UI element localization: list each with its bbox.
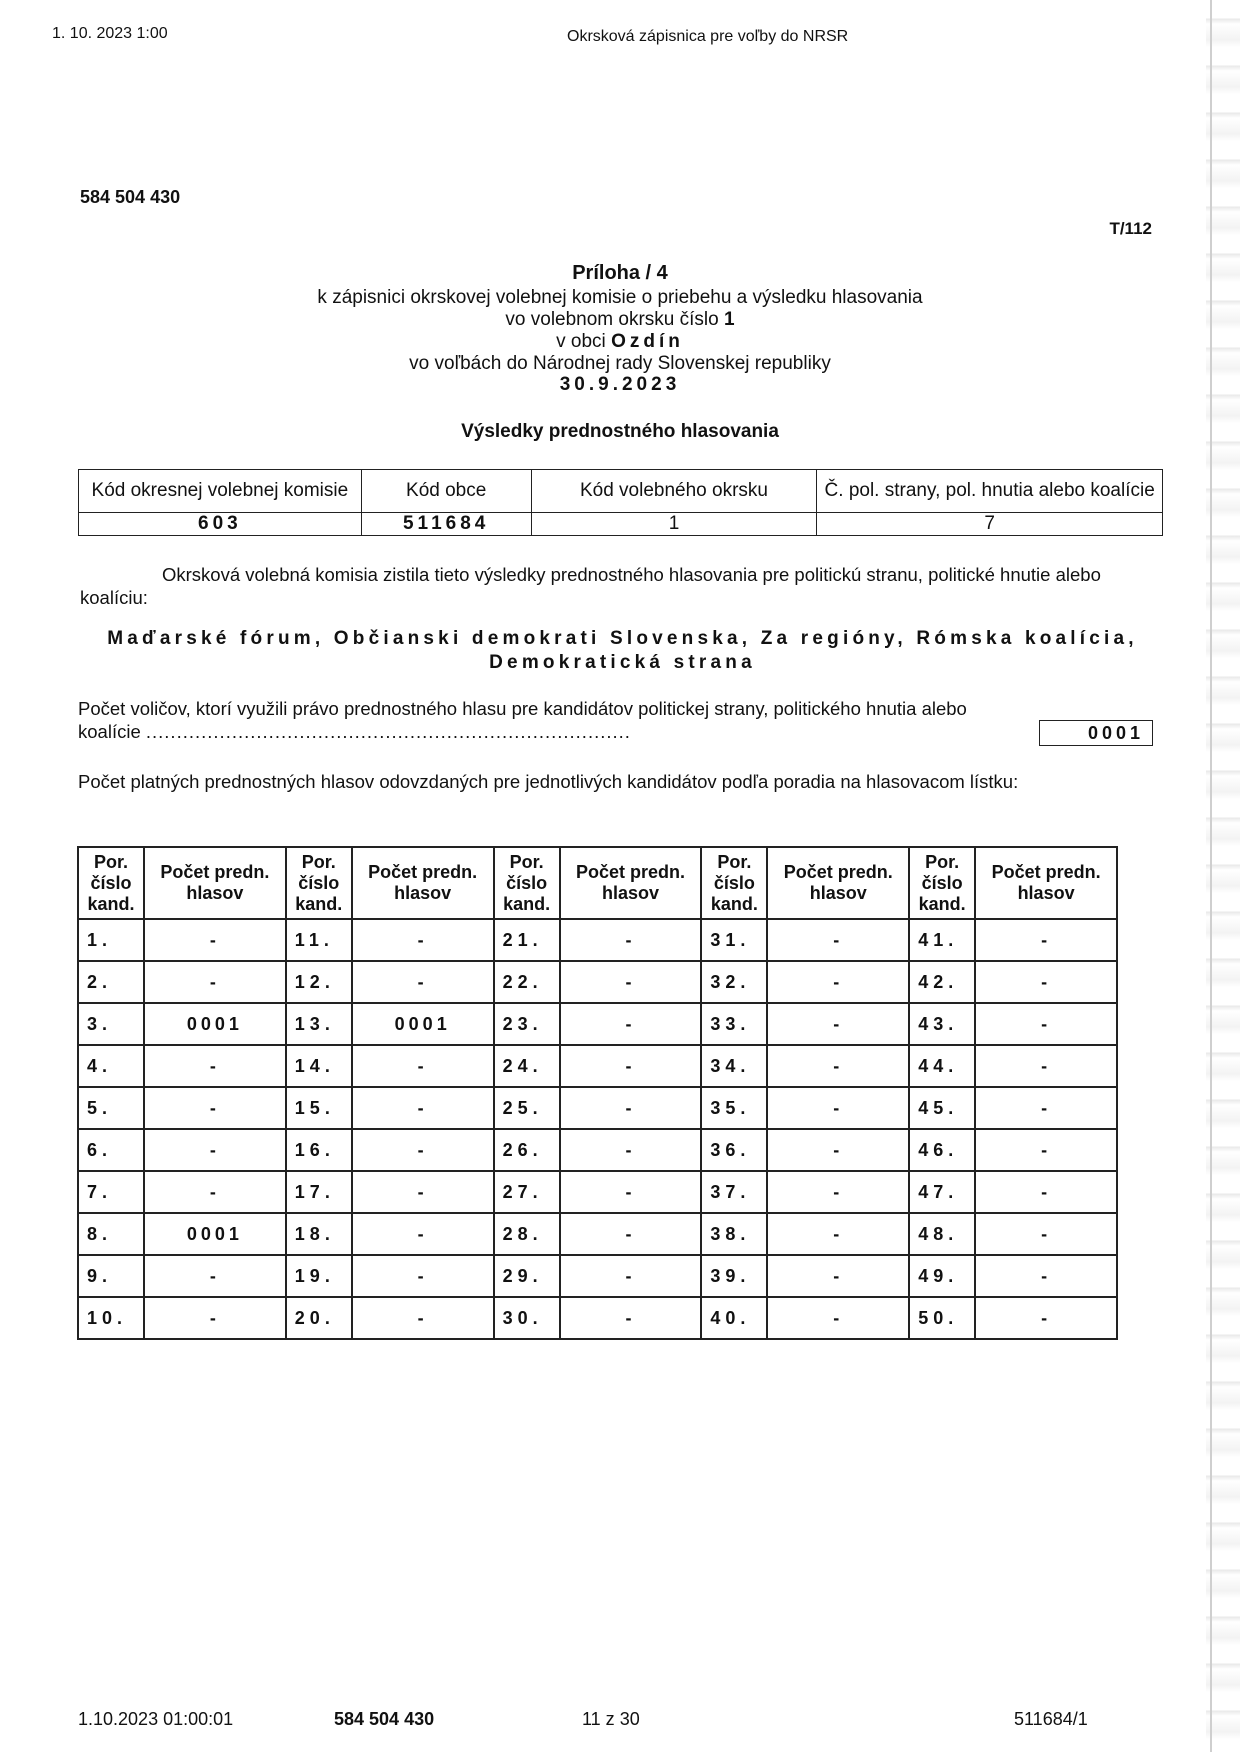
preference-votes: - bbox=[352, 961, 494, 1003]
candidate-number: 48. bbox=[909, 1213, 975, 1255]
candidate-number: 34. bbox=[701, 1045, 767, 1087]
preference-votes: - bbox=[560, 1003, 702, 1045]
preference-votes: - bbox=[767, 1297, 909, 1339]
form-code: T/112 bbox=[1109, 219, 1152, 238]
candidate-number: 24. bbox=[494, 1045, 560, 1087]
preference-votes: - bbox=[975, 1255, 1117, 1297]
preference-votes: - bbox=[975, 1129, 1117, 1171]
candidate-number: 32. bbox=[701, 961, 767, 1003]
candidate-number: 25. bbox=[494, 1087, 560, 1129]
annex-line-4: vo voľbách do Národnej rady Slovenskej republiky bbox=[409, 353, 831, 374]
candidate-number: 49. bbox=[909, 1255, 975, 1297]
candidate-number: 37. bbox=[701, 1171, 767, 1213]
candidate-number: 30. bbox=[494, 1297, 560, 1339]
codes-value-district: 1 bbox=[531, 513, 817, 536]
table-row bbox=[78, 1129, 1117, 1171]
codes-header-party: Č. pol. strany, pol. hnutia alebo koalície bbox=[817, 470, 1163, 513]
codes-value-municipality: 511684 bbox=[361, 513, 531, 536]
candidate-number: 21. bbox=[494, 919, 560, 961]
preference-votes: - bbox=[975, 1003, 1117, 1045]
preference-votes: - bbox=[767, 1213, 909, 1255]
preference-votes: - bbox=[767, 1045, 909, 1087]
candidate-number: 22. bbox=[494, 961, 560, 1003]
candidate-number: 39. bbox=[701, 1255, 767, 1297]
candidate-number: 36. bbox=[701, 1129, 767, 1171]
candidate-number: 6. bbox=[78, 1129, 144, 1171]
candidate-number: 29. bbox=[494, 1255, 560, 1297]
preference-votes: - bbox=[560, 1255, 702, 1297]
candidate-table-body bbox=[78, 847, 1117, 1339]
preference-votes: 0001 bbox=[352, 1003, 494, 1045]
candidate-number: 15. bbox=[286, 1087, 352, 1129]
preference-votes: - bbox=[975, 919, 1117, 961]
preference-votes: - bbox=[560, 961, 702, 1003]
candidate-number: 40. bbox=[701, 1297, 767, 1339]
codes-header-district: Kód volebného okrsku bbox=[531, 470, 817, 513]
candidate-number: 26. bbox=[494, 1129, 560, 1171]
candidate-number: 42. bbox=[909, 961, 975, 1003]
preference-votes: - bbox=[352, 1213, 494, 1255]
preference-votes: - bbox=[352, 1045, 494, 1087]
scan-line bbox=[1210, 0, 1212, 1752]
party-name: Maďarské fórum, Občianski demokrati Slovenska, Za regióny, Rómska koalícia, Demokratická strana bbox=[107, 628, 1138, 673]
preference-votes: - bbox=[352, 1129, 494, 1171]
candidate-number: 13. bbox=[286, 1003, 352, 1045]
candidate-number: 3. bbox=[78, 1003, 144, 1045]
preference-votes: - bbox=[144, 1297, 286, 1339]
table-row bbox=[78, 1003, 1117, 1045]
preference-votes: - bbox=[144, 1045, 286, 1087]
header-document-title: Okrsková zápisnica pre voľby do NRSR bbox=[567, 28, 849, 45]
header-preference-votes: Počet predn. hlasov bbox=[144, 847, 286, 919]
candidate-number: 50. bbox=[909, 1297, 975, 1339]
header-preference-votes: Počet predn. hlasov bbox=[352, 847, 494, 919]
preference-votes: - bbox=[560, 1087, 702, 1129]
preference-votes: - bbox=[352, 919, 494, 961]
header-preference-votes: Počet predn. hlasov bbox=[560, 847, 702, 919]
candidate-number: 45. bbox=[909, 1087, 975, 1129]
voters-label-dots: ............................................................................... bbox=[145, 721, 631, 742]
preference-votes: - bbox=[767, 1087, 909, 1129]
votes-label: Počet platných prednostných hlasov odovzdaných pre jednotlivých kandidátov podľa poradia na hlasovacom lístku: bbox=[78, 771, 1019, 792]
footer-document-number: 584 504 430 bbox=[334, 1709, 435, 1729]
candidate-number: 2. bbox=[78, 961, 144, 1003]
candidate-number: 27. bbox=[494, 1171, 560, 1213]
candidate-number: 20. bbox=[286, 1297, 352, 1339]
preference-votes: - bbox=[767, 961, 909, 1003]
candidate-number: 11. bbox=[286, 919, 352, 961]
candidate-number: 9. bbox=[78, 1255, 144, 1297]
preference-votes: - bbox=[560, 919, 702, 961]
table-row bbox=[78, 1213, 1117, 1255]
preference-votes: - bbox=[560, 1297, 702, 1339]
preference-votes: - bbox=[767, 919, 909, 961]
preference-votes: - bbox=[975, 1045, 1117, 1087]
preference-votes: - bbox=[560, 1171, 702, 1213]
preference-votes: - bbox=[144, 1171, 286, 1213]
preference-votes: - bbox=[975, 1297, 1117, 1339]
candidate-number: 18. bbox=[286, 1213, 352, 1255]
preference-votes: - bbox=[560, 1213, 702, 1255]
preference-votes: - bbox=[975, 1171, 1117, 1213]
annex-title: Príloha / 4 bbox=[572, 262, 668, 284]
preference-votes: - bbox=[767, 1129, 909, 1171]
candidate-number: 19. bbox=[286, 1255, 352, 1297]
preference-votes: - bbox=[767, 1003, 909, 1045]
candidate-number: 7. bbox=[78, 1171, 144, 1213]
candidate-number: 1. bbox=[78, 919, 144, 961]
candidate-number: 17. bbox=[286, 1171, 352, 1213]
document-number: 584 504 430 bbox=[80, 187, 181, 207]
codes-header-municipality: Kód obce bbox=[361, 470, 531, 513]
municipality-name: Ozdín bbox=[611, 331, 684, 352]
candidate-number: 5. bbox=[78, 1087, 144, 1129]
candidate-table-header bbox=[78, 847, 1117, 919]
district-number: 1 bbox=[724, 309, 735, 330]
candidate-number: 44. bbox=[909, 1045, 975, 1087]
candidate-number: 28. bbox=[494, 1213, 560, 1255]
footer-datetime: 1.10.2023 01:00:01 bbox=[78, 1709, 234, 1729]
candidate-number: 33. bbox=[701, 1003, 767, 1045]
annex-line-1: k zápisnici okrskovej volebnej komisie o priebehu a výsledku hlasovania bbox=[317, 287, 923, 308]
voters-label bbox=[78, 697, 1008, 743]
table-row bbox=[78, 1255, 1117, 1297]
candidate-number: 8. bbox=[78, 1213, 144, 1255]
table-row bbox=[78, 1087, 1117, 1129]
preference-votes: - bbox=[352, 1255, 494, 1297]
preference-votes: 0001 bbox=[144, 1003, 286, 1045]
preference-votes: - bbox=[144, 919, 286, 961]
intro-text: Okrsková volebná komisia zistila tieto výsledky prednostného hlasovania pre politickú stranu, politické hnutie alebo koalíciu: bbox=[80, 564, 1101, 608]
table-row bbox=[78, 919, 1117, 961]
preference-votes: - bbox=[767, 1171, 909, 1213]
preference-votes: - bbox=[975, 1213, 1117, 1255]
footer-page-number: 11 z 30 bbox=[582, 1709, 640, 1729]
preference-votes: - bbox=[144, 961, 286, 1003]
preference-votes: 0001 bbox=[144, 1213, 286, 1255]
table-row bbox=[78, 1297, 1117, 1339]
codes-header-commission: Kód okresnej volebnej komisie bbox=[79, 470, 362, 513]
candidate-number: 14. bbox=[286, 1045, 352, 1087]
candidate-table bbox=[77, 846, 1118, 1340]
preference-votes: - bbox=[975, 961, 1117, 1003]
candidate-number: 16. bbox=[286, 1129, 352, 1171]
header-timestamp: 1. 10. 2023 1:00 bbox=[52, 25, 168, 42]
candidate-number: 35. bbox=[701, 1087, 767, 1129]
table-row bbox=[78, 1045, 1117, 1087]
preference-votes: - bbox=[352, 1171, 494, 1213]
header-candidate-number: Por. číslo kand. bbox=[78, 847, 144, 919]
voters-label-text: Počet voličov, ktorí využili právo prednostného hlasu pre kandidátov politickej strany, politického hnutia alebo koalície bbox=[78, 698, 967, 742]
preference-votes: - bbox=[144, 1255, 286, 1297]
codes-table bbox=[78, 469, 1163, 536]
preference-votes: - bbox=[975, 1087, 1117, 1129]
preference-votes: - bbox=[144, 1087, 286, 1129]
candidate-number: 41. bbox=[909, 919, 975, 961]
preference-votes: - bbox=[352, 1087, 494, 1129]
table-row bbox=[78, 1171, 1117, 1213]
header-candidate-number: Por. číslo kand. bbox=[494, 847, 560, 919]
candidate-number: 23. bbox=[494, 1003, 560, 1045]
preference-votes: - bbox=[352, 1297, 494, 1339]
header-candidate-number: Por. číslo kand. bbox=[701, 847, 767, 919]
election-date: 30.9.2023 bbox=[559, 374, 681, 395]
codes-value-party: 7 bbox=[817, 513, 1163, 536]
candidate-number: 10. bbox=[78, 1297, 144, 1339]
preference-votes: - bbox=[767, 1255, 909, 1297]
annex-line-3 bbox=[0, 331, 1240, 353]
codes-value-commission: 603 bbox=[79, 513, 362, 536]
header-preference-votes: Počet predn. hlasov bbox=[975, 847, 1117, 919]
header-candidate-number: Por. číslo kand. bbox=[909, 847, 975, 919]
candidate-number: 46. bbox=[909, 1129, 975, 1171]
footer-code: 511684/1 bbox=[1014, 1709, 1088, 1729]
municipality-label: v obci bbox=[556, 331, 612, 352]
header-preference-votes: Počet predn. hlasov bbox=[767, 847, 909, 919]
section-title: Výsledky prednostného hlasovania bbox=[461, 421, 779, 442]
candidate-number: 4. bbox=[78, 1045, 144, 1087]
table-row bbox=[78, 961, 1117, 1003]
voters-count-box: 0001 bbox=[1039, 720, 1153, 746]
candidate-number: 43. bbox=[909, 1003, 975, 1045]
annex-line-2 bbox=[0, 309, 1240, 331]
header-candidate-number: Por. číslo kand. bbox=[286, 847, 352, 919]
preference-votes: - bbox=[144, 1129, 286, 1171]
preference-votes: - bbox=[560, 1129, 702, 1171]
candidate-number: 12. bbox=[286, 961, 352, 1003]
candidate-number: 38. bbox=[701, 1213, 767, 1255]
candidate-number: 47. bbox=[909, 1171, 975, 1213]
candidate-number: 31. bbox=[701, 919, 767, 961]
district-label: vo volebnom okrsku číslo bbox=[505, 309, 724, 330]
preference-votes: - bbox=[560, 1045, 702, 1087]
